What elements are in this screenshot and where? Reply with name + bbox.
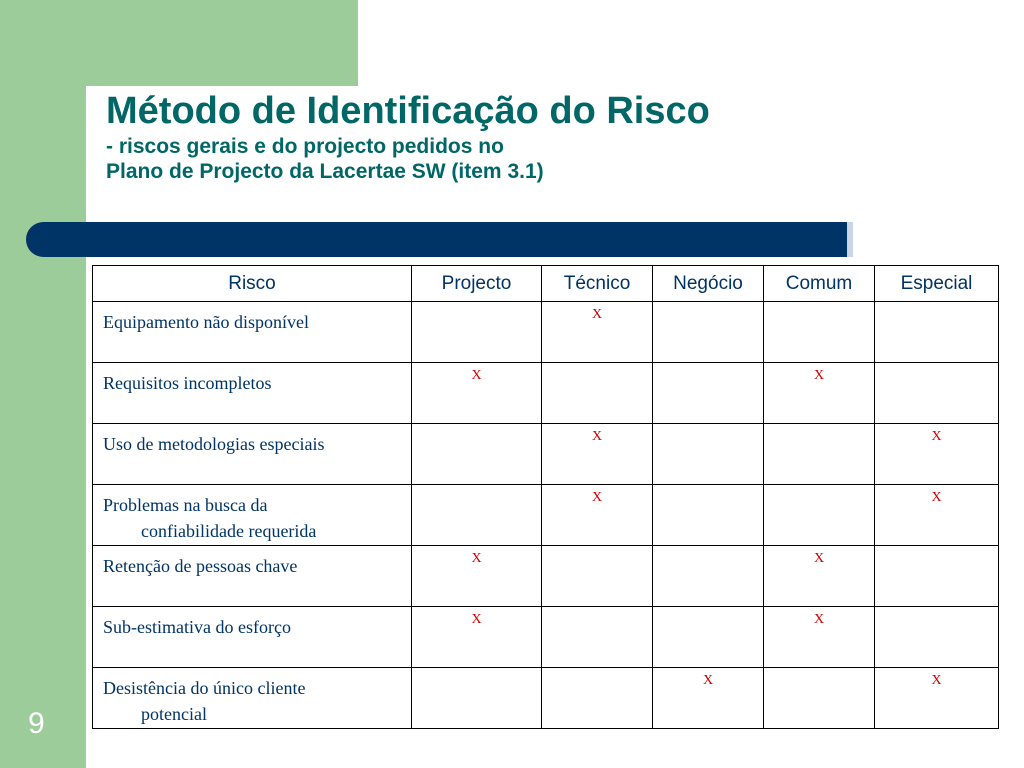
table-row xyxy=(93,424,999,485)
especial-cell xyxy=(875,668,999,729)
mark-negocio xyxy=(653,607,763,612)
mark-comum xyxy=(764,485,874,490)
projecto-cell xyxy=(412,485,542,546)
risk-name-continuation: potencial xyxy=(141,704,207,724)
mark-projecto: X xyxy=(471,551,482,566)
mark-projecto: X xyxy=(471,612,482,627)
risk-cell xyxy=(93,424,412,485)
risk-name: Problemas na busca da xyxy=(103,495,268,515)
mark-projecto xyxy=(412,485,541,490)
mark-especial xyxy=(875,546,998,551)
mark-tecnico: X xyxy=(591,429,603,444)
projecto-cell xyxy=(412,363,542,424)
especial-cell xyxy=(875,424,999,485)
mark-negocio xyxy=(653,302,763,307)
table-row xyxy=(93,668,999,729)
mark-especial: X xyxy=(931,490,942,505)
header-negocio: Negócio xyxy=(653,266,764,302)
projecto-cell xyxy=(412,302,542,363)
mark-projecto xyxy=(412,668,541,673)
title-block xyxy=(106,88,1006,184)
mark-especial xyxy=(875,607,998,612)
comum-cell xyxy=(764,424,875,485)
mark-tecnico xyxy=(542,546,652,551)
mark-especial: X xyxy=(931,429,942,444)
table-row xyxy=(93,546,999,607)
header-tecnico: Técnico xyxy=(542,266,653,302)
risk-name-continuation: confiabilidade requerida xyxy=(141,521,317,541)
table-row xyxy=(93,302,999,363)
projecto-cell xyxy=(412,424,542,485)
mark-projecto xyxy=(412,302,541,307)
mark-projecto xyxy=(412,424,541,429)
header-risco: Risco xyxy=(93,266,412,302)
mark-especial: X xyxy=(931,673,942,688)
especial-cell xyxy=(875,485,999,546)
risk-cell xyxy=(93,607,412,668)
green-side-band xyxy=(0,0,86,768)
mark-tecnico xyxy=(542,607,652,612)
tecnico-cell xyxy=(542,424,653,485)
especial-cell xyxy=(875,546,999,607)
tecnico-cell xyxy=(542,546,653,607)
header-especial: Especial xyxy=(875,266,999,302)
tecnico-cell xyxy=(542,363,653,424)
slide-subtitle-line2: Plano de Projecto da Lacertae SW (item 3.1) xyxy=(106,160,544,183)
projecto-cell xyxy=(412,668,542,729)
mark-comum xyxy=(764,302,874,307)
mark-negocio xyxy=(653,485,763,490)
comum-cell xyxy=(764,363,875,424)
negocio-cell xyxy=(653,668,764,729)
mark-especial xyxy=(875,363,998,368)
risk-cell xyxy=(93,485,412,546)
negocio-cell xyxy=(653,546,764,607)
table-header-row xyxy=(93,266,999,302)
projecto-cell xyxy=(412,607,542,668)
especial-cell xyxy=(875,302,999,363)
slide-title: Método de Identificação do Risco xyxy=(106,90,710,132)
risk-cell xyxy=(93,668,412,729)
projecto-cell xyxy=(412,546,542,607)
risk-name: Retenção de pessoas chave xyxy=(103,556,298,576)
negocio-cell xyxy=(653,302,764,363)
tecnico-cell xyxy=(542,485,653,546)
mark-comum: X xyxy=(813,612,825,627)
comum-cell xyxy=(764,668,875,729)
tecnico-cell xyxy=(542,668,653,729)
especial-cell xyxy=(875,363,999,424)
negocio-cell xyxy=(653,607,764,668)
risk-cell xyxy=(93,546,412,607)
mark-comum: X xyxy=(813,551,825,566)
mark-comum xyxy=(764,424,874,429)
mark-especial xyxy=(875,302,998,307)
risk-name: Requisitos incompletos xyxy=(103,373,272,393)
risk-cell xyxy=(93,302,412,363)
divider-bar-cap xyxy=(847,222,853,257)
risk-name: Equipamento não disponível xyxy=(103,312,309,332)
mark-negocio xyxy=(653,424,763,429)
mark-tecnico xyxy=(542,363,652,368)
table-row xyxy=(93,607,999,668)
header-comum: Comum xyxy=(764,266,875,302)
especial-cell xyxy=(875,607,999,668)
negocio-cell xyxy=(653,363,764,424)
negocio-cell xyxy=(653,485,764,546)
tecnico-cell xyxy=(542,607,653,668)
risk-name: Sub-estimativa do esforço xyxy=(103,617,291,637)
risk-name: Uso de metodologias especiais xyxy=(103,434,325,454)
comum-cell xyxy=(764,546,875,607)
negocio-cell xyxy=(653,424,764,485)
tecnico-cell xyxy=(542,302,653,363)
slide-subtitle-line1: - riscos gerais e do projecto pedidos no xyxy=(106,135,504,158)
mark-comum: X xyxy=(813,368,825,383)
mark-negocio xyxy=(653,363,763,368)
risk-name: Desistência do único cliente xyxy=(103,678,306,698)
mark-projecto: X xyxy=(471,368,482,383)
header-projecto: Projecto xyxy=(412,266,542,302)
title-divider-bar xyxy=(26,222,853,257)
risk-table xyxy=(92,265,999,729)
slide-number: 9 xyxy=(28,707,45,740)
risk-cell xyxy=(93,363,412,424)
comum-cell xyxy=(764,485,875,546)
green-top-band xyxy=(86,0,358,86)
mark-tecnico: X xyxy=(591,490,603,505)
comum-cell xyxy=(764,607,875,668)
comum-cell xyxy=(764,302,875,363)
mark-negocio xyxy=(653,546,763,551)
mark-tecnico xyxy=(542,668,652,673)
table-row xyxy=(93,485,999,546)
table-row xyxy=(93,363,999,424)
mark-tecnico: X xyxy=(591,307,603,322)
mark-negocio: X xyxy=(702,673,714,688)
mark-comum xyxy=(764,668,874,673)
